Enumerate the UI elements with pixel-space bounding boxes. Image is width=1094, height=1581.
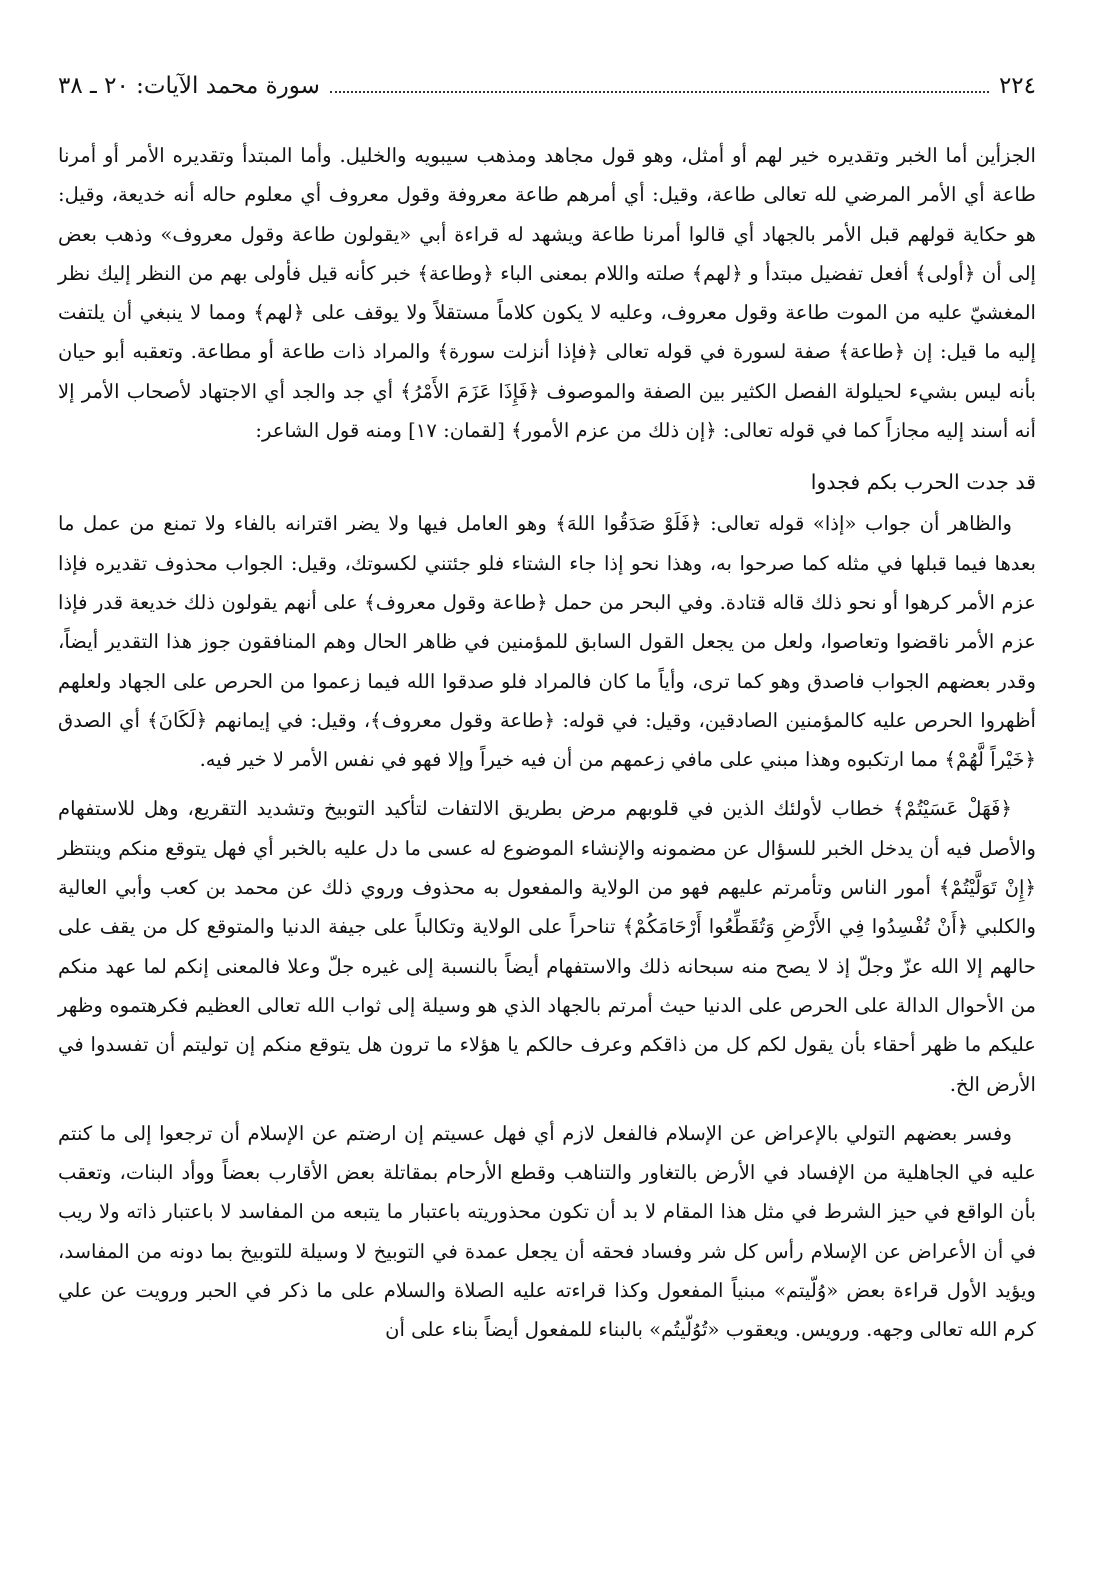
paragraph-2: والظاهر أن جواب «إذا» قوله تعالى: ﴿فَلَوْ صَدَقُوا اللهَ﴾ وهو العامل فيها ولا يضر اقترانه بالفاء ولا تمنع من عمل ما بعدها فيما قبلها في مثله كما صرحوا به، وهذا نحو إذا جاء الشتاء فلو جئتني لكسوتك، وقيل: الجواب محذوف تقديره فإذا عزم الأمر كرهوا أو نحو ذلك قاله قتادة. وفي البحر من حمل ﴿طاعة وقول معروف﴾ على أنهم يقولون ذلك خديعة قدر فإذا عزم الأمر ناقضوا وتعاصوا، ولعل من يجعل القول السابق للمؤمنين في ظاهر الحال وهم المنافقون جوز هذا التقدير أيضاً، وقدر بعضهم الجواب فاصدق وهو كما ترى، وأياً ما كان فالمراد فلو صدقوا الله فيما زعموا من الحرص على الجهاد ولعلهم أظهروا الحرص عليه كالمؤمنين الصادقين، وقيل: في قوله: ﴿طاعة وقول معروف﴾، وقيل: في إيمانهم ﴿لَكَانَ﴾ أي الصدق ﴿خَيْراً لَّهُمْ﴾ مما ارتكبوه وهذا مبني على مافي زعمهم من أن فيه خيراً وإلا فهو في نفس الأمر لا خير فيه. xyxy=(58,512,1036,772)
body-text xyxy=(58,136,1036,1350)
paragraph-gap xyxy=(58,1104,1036,1114)
paragraph-gap xyxy=(58,779,1036,789)
running-header xyxy=(58,66,1036,106)
header-dot-leader xyxy=(330,91,989,93)
paragraph-1: الجزأين أما الخبر وتقديره خير لهم أو أمثل، وهو قول مجاهد ومذهب سيبويه والخليل. وأما المبتدأ وتقديره الأمر أو أمرنا طاعة أي الأمر المرضي لله تعالى طاعة، وقيل: أي أمرهم طاعة معروفة وقول معروف أي معلوم حاله أنه خديعة، وقيل: هو حكاية قولهم قبل الأمر بالجهاد أي قالوا أمرنا طاعة ويشهد له قراءة أبي «يقولون طاعة وقول معروف» وذهب بعض إلى أن ﴿أولى﴾ أفعل تفضيل مبتدأ و ﴿لهم﴾ صلته واللام بمعنى الباء ﴿وطاعة﴾ خبر كأنه قيل فأولى بهم من النظر إليك نظر المغشيّ عليه من الموت طاعة وقول معروف، وعليه لا يكون كلاماً مستقلاً ولا يوقف على ﴿لهم﴾ ومما لا ينبغي أن يلتفت إليه ما قيل: إن ﴿طاعة﴾ صفة لسورة في قوله تعالى ﴿فإذا أنزلت سورة﴾ والمراد ذات طاعة أو مطاعة. وتعقبه أبو حيان بأنه ليس بشيء لحيلولة الفصل الكثير بين الصفة والموصوف ﴿فَإِذَا عَزَمَ الأَمْرُ﴾ أي جد والجد أي الاجتهاد لأصحاب الأمر إلا أنه أسند إليه مجازاً كما في قوله تعالى: ﴿إن ذلك من عزم الأمور﴾ [لقمان: ١٧] ومنه قول الشاعر: xyxy=(58,144,1036,443)
page-number: ٢٢٤ xyxy=(998,73,1036,99)
paragraph-3: ﴿فَهَلْ عَسَيْتُمْ﴾ خطاب لأولئك الذين في قلوبهم مرض بطريق الالتفات لتأكيد التوبيخ وتشديد التقريع، وهل للاستفهام والأصل فيه أن يدخل الخبر للسؤال عن مضمونه والإنشاء الموضوع له عسى ما دل عليه بالخبر أي فهل يتوقع منكم وينتظر ﴿إِنْ تَوَلَّيْتُمْ﴾ أمور الناس وتأمرتم عليهم فهو من الولاية والمفعول به محذوف وروي ذلك عن محمد بن كعب وأبي العالية والكلبي ﴿أَنْ تُفْسِدُوا فِي الأَرْضِ وَتُقَطِّعُوا أَرْحَامَكُمْ﴾ تناحراً على الولاية وتكالباً على جيفة الدنيا والمتوقع كل من يقف على حالهم إلا الله عزّ وجلّ إذ لا يصح منه سبحانه ذلك والاستفهام أيضاً بالنسبة إلى غيره جلّ وعلا فالمعنى إنكم لما عهد منكم من الأحوال الدالة على الحرص على الدنيا حيث أمرتم بالجهاد الذي هو وسيلة إلى ثواب الله تعالى العظيم فكرهتموه وظهر عليكم ما ظهر أحقاء بأن يقول لكم كل من ذاقكم وعرف حالكم يا هؤلاء ما ترون هل يتوقع منكم إن توليتم أن تفسدوا في الأرض الخ. xyxy=(58,797,1036,1096)
document-page xyxy=(58,66,1036,1556)
poetry-verse: قد جدت الحرب بكم فجدوا xyxy=(810,470,1036,495)
paragraph-4: وفسر بعضهم التولي بالإعراض عن الإسلام فالفعل لازم أي فهل عسيتم إن ارضتم عن الإسلام أن ترجعوا إلى ما كنتم عليه في الجاهلية من الإفساد في الأرض بالتغاور والتناهب وقطع الأرحام بمقاتلة بعض الأقارب بعضاً ووأد البنات، وتعقب بأن الواقع في حيز الشرط في مثل هذا المقام لا بد أن تكون محذوريته باعتبار ما يتبعه من المفاسد لا باعتبار ذاته ولا ريب في أن الأعراض عن الإسلام رأس كل شر وفساد فحقه أن يجعل عمدة في التوبيخ لا وسيلة للتوبيخ بما دونه من المفاسد، ويؤيد الأول قراءة بعض «وُلّيتم» مبنياً المفعول وكذا قراءته عليه الصلاة والسلام على ما ذكر في الحبر ورويت عن علي كرم الله تعالى وجهه. ورويس. ويعقوب «تُوُلّيتُم» بالبناء للمفعول أيضاً بناء على أن xyxy=(58,1121,1036,1342)
header-title: سورة محمد الآيات: ٢٠ ـ ٣٨ xyxy=(58,73,320,99)
